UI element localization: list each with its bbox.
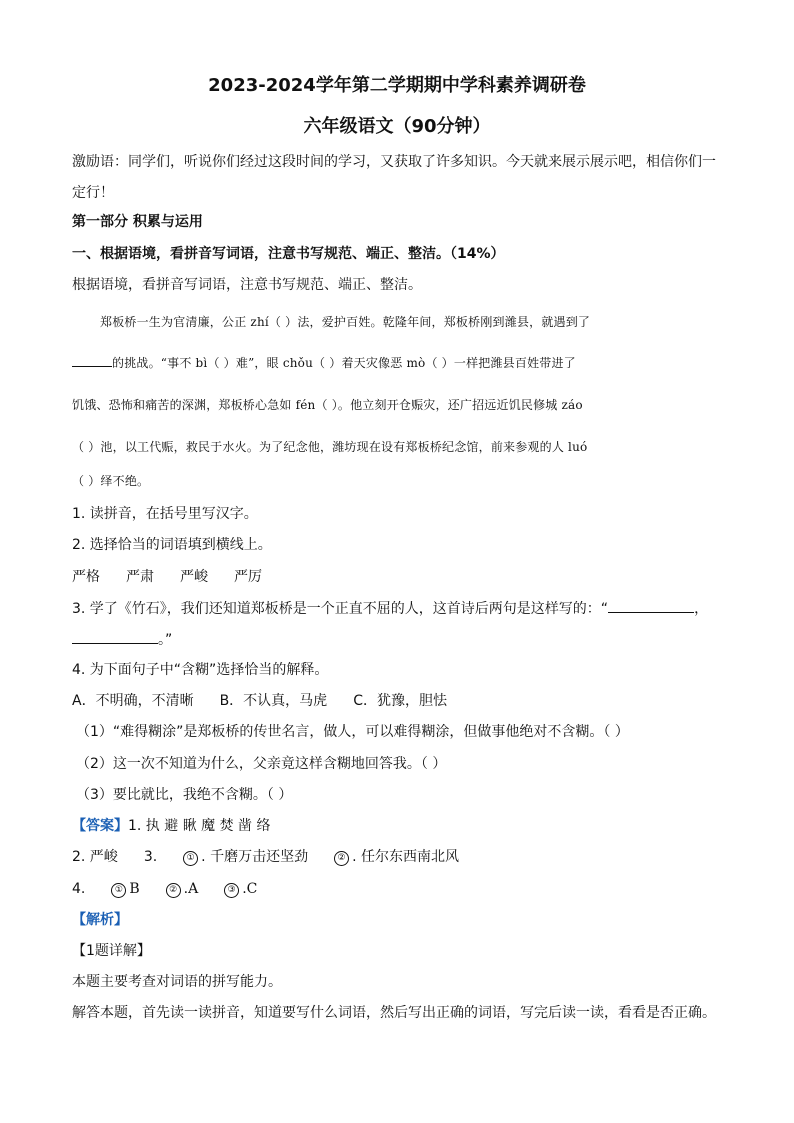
passage-line-2-text: 的挑战。“事不 bì（ ）难”，眼 chǒu（ ）着天灾像恶 mò（ ）一样把潍县百姓带进了	[112, 356, 576, 370]
sentence-2: （2）这一次不知道为什么，父亲竟这样含糊地回答我。（ ）	[76, 756, 447, 772]
word-choice: 严峻	[180, 569, 208, 585]
answer-3-line-2: . 任尔东西南北风	[352, 849, 459, 865]
answer-1: 1. 执 避 瞅 魔 焚 凿 络	[128, 818, 271, 834]
passage-line-3: 饥饿、恐怖和痛苦的深渊，郑板桥心急如 fén（ ）。他立刻开仓赈灾，还广招远近饥民修城 záo	[72, 398, 583, 412]
analysis-label: 【解析】	[72, 912, 128, 928]
exam-subtitle: 六年级语文（90分钟）	[303, 116, 491, 137]
q1-instruction: 根据语境，看拼音写词语，注意书写规范、端正、整洁。	[72, 277, 422, 293]
answer-row-3	[72, 879, 257, 899]
answer-row-2	[72, 847, 459, 867]
sub-question-1: 1. 读拼音，在括号里写汉字。	[72, 506, 258, 522]
analysis-paragraph-2: 解答本题，首先读一读拼音，知道要写什么词语，然后写出正确的词语，写完后读一读，看看是否正确。	[72, 1005, 716, 1021]
passage-line-2	[72, 352, 576, 373]
answer-label: 【答案】	[72, 818, 128, 834]
circled-2-icon: ②	[334, 851, 349, 866]
circled-1-icon: ①	[111, 883, 126, 898]
closing-quote: 。”	[158, 632, 173, 648]
answer-2: 2. 严峻	[72, 849, 118, 865]
answer-4-num: 4.	[72, 881, 86, 897]
passage-line-1: 郑板桥一生为官清廉，公正 zhí（ ）法，爱护百姓。乾隆年间，郑板桥刚到潍县，就遇到了	[100, 315, 591, 329]
answer-3-line-1: . 千磨万击还坚劲	[201, 849, 309, 865]
comma: ，	[694, 601, 709, 617]
option-b: B．不认真，马虎	[219, 693, 328, 709]
answer-3-num: 3.	[143, 849, 158, 865]
circled-2-icon: ②	[166, 883, 181, 898]
sentence-3: （3）要比就比，我绝不含糊。（ ）	[76, 787, 293, 803]
sub-question-3	[72, 598, 708, 619]
intro-line-1: 激励语：同学们，听说你们经过这段时间的学习，又获取了许多知识。今天就来展示展示吧，相信你们一	[72, 154, 716, 170]
exam-title: 2023-2024学年第二学期期中学科素养调研卷	[208, 75, 586, 96]
poem-blank-2[interactable]	[72, 629, 158, 644]
answer-4-1: B	[129, 881, 140, 897]
answer-4-2: .A	[183, 881, 199, 897]
intro-line-2: 定行！	[72, 185, 114, 201]
sub-question-3-text: 3. 学了《竹石》，我们还知道郑板桥是一个正直不屈的人，这首诗后两句是这样写的：“	[72, 601, 609, 617]
option-a: A．不明确，不清晰	[72, 693, 194, 709]
word-choice: 严厉	[234, 569, 262, 585]
options-row	[72, 691, 447, 711]
passage-line-4: （ ）池，以工代赈，救民于水火。为了纪念他，潍坊现在设有郑板桥纪念馆，前来参观的人 luó	[72, 440, 588, 454]
word-choices	[72, 567, 262, 587]
sub-question-3-cont	[72, 629, 172, 650]
sentence-1: （1）“难得糊涂”是郑板桥的传世名言，做人，可以难得糊涂，但做事他绝对不含糊。（ ）	[76, 724, 629, 740]
circled-3-icon: ③	[224, 883, 239, 898]
sub-question-2: 2. 选择恰当的词语填到横线上。	[72, 537, 272, 553]
poem-blank-1[interactable]	[608, 598, 694, 613]
passage-line-5: （ ）绎不绝。	[72, 474, 150, 488]
sub-question-4: 4. 为下面句子中“含糊”选择恰当的解释。	[72, 662, 329, 678]
q1-heading: 一、根据语境，看拼音写词语，注意书写规范、端正、整洁。（14%）	[72, 246, 505, 262]
part1-heading: 第一部分 积累与运用	[72, 214, 203, 230]
word-choice: 严格	[72, 569, 100, 585]
word-choice: 严肃	[126, 569, 154, 585]
answer-4-3: .C	[242, 881, 258, 897]
answer-row-1	[72, 816, 271, 836]
passage-blank[interactable]	[72, 352, 112, 367]
option-c: C．犹豫，胆怯	[353, 693, 447, 709]
detail-label: 【1题详解】	[72, 943, 151, 959]
circled-1-icon: ①	[183, 851, 198, 866]
analysis-paragraph-1: 本题主要考查对词语的拼写能力。	[72, 974, 282, 990]
